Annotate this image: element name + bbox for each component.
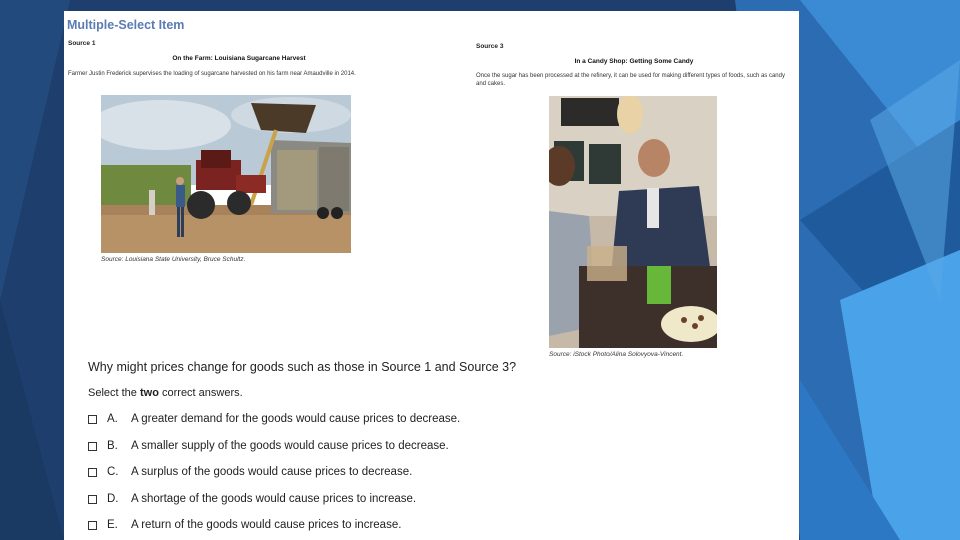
source3-title: In a Candy Shop: Getting Some Candy: [574, 58, 694, 65]
choice-e[interactable]: [88, 516, 401, 534]
page-title: Multiple-Select Item: [67, 18, 185, 32]
sugarcane-harvest-photo: [101, 95, 351, 253]
candy-shop-photo: [549, 96, 717, 348]
choice-letter: D.: [107, 493, 119, 505]
source3-credit: Source: iStock Photo/Alina Solovyova-Vincent.: [549, 351, 684, 358]
source1-label: Source 1: [68, 40, 96, 47]
document-page: [64, 11, 799, 540]
checkbox[interactable]: [88, 495, 97, 504]
instruction-post: correct answers.: [158, 387, 243, 399]
choice-c[interactable]: [88, 463, 412, 481]
checkbox[interactable]: [88, 442, 97, 451]
checkbox[interactable]: [88, 415, 97, 424]
choice-text: A greater demand for the goods would cause prices to decrease.: [131, 413, 461, 425]
question-text: Why might prices change for goods such as those in Source 1 and Source 3?: [88, 360, 517, 374]
source3-caption: Once the sugar has been processed at the refinery, it can be used for making different types of foods, such as candy and cakes.: [476, 73, 785, 87]
choice-letter: E.: [107, 519, 118, 531]
choice-d[interactable]: [88, 490, 416, 508]
choice-text: A surplus of the goods would cause prices to decrease.: [131, 466, 413, 478]
choice-letter: B.: [107, 440, 118, 452]
instruction-bold: two: [139, 387, 159, 399]
choice-text: A smaller supply of the goods would cause prices to decrease.: [131, 440, 449, 452]
choice-b[interactable]: [88, 437, 449, 455]
choice-a[interactable]: [88, 410, 460, 428]
choice-text: A shortage of the goods would cause prices to increase.: [131, 493, 417, 505]
checkbox[interactable]: [88, 521, 97, 530]
checkbox[interactable]: [88, 468, 97, 477]
choice-letter: C.: [107, 466, 119, 478]
source1-caption: Farmer Justin Frederick supervises the loading of sugarcane harvested on his farm near Amaudville in 2014.: [68, 71, 356, 77]
source3-label: Source 3: [476, 43, 504, 50]
question-instruction: [88, 387, 243, 399]
source1-title: On the Farm: Louisiana Sugarcane Harvest: [172, 55, 306, 62]
choice-text: A return of the goods would cause prices to increase.: [131, 519, 402, 531]
instruction-pre: Select the: [88, 387, 140, 399]
source1-credit: Source: Louisiana State University, Bruce Schultz.: [101, 256, 246, 263]
choice-letter: A.: [107, 413, 118, 425]
